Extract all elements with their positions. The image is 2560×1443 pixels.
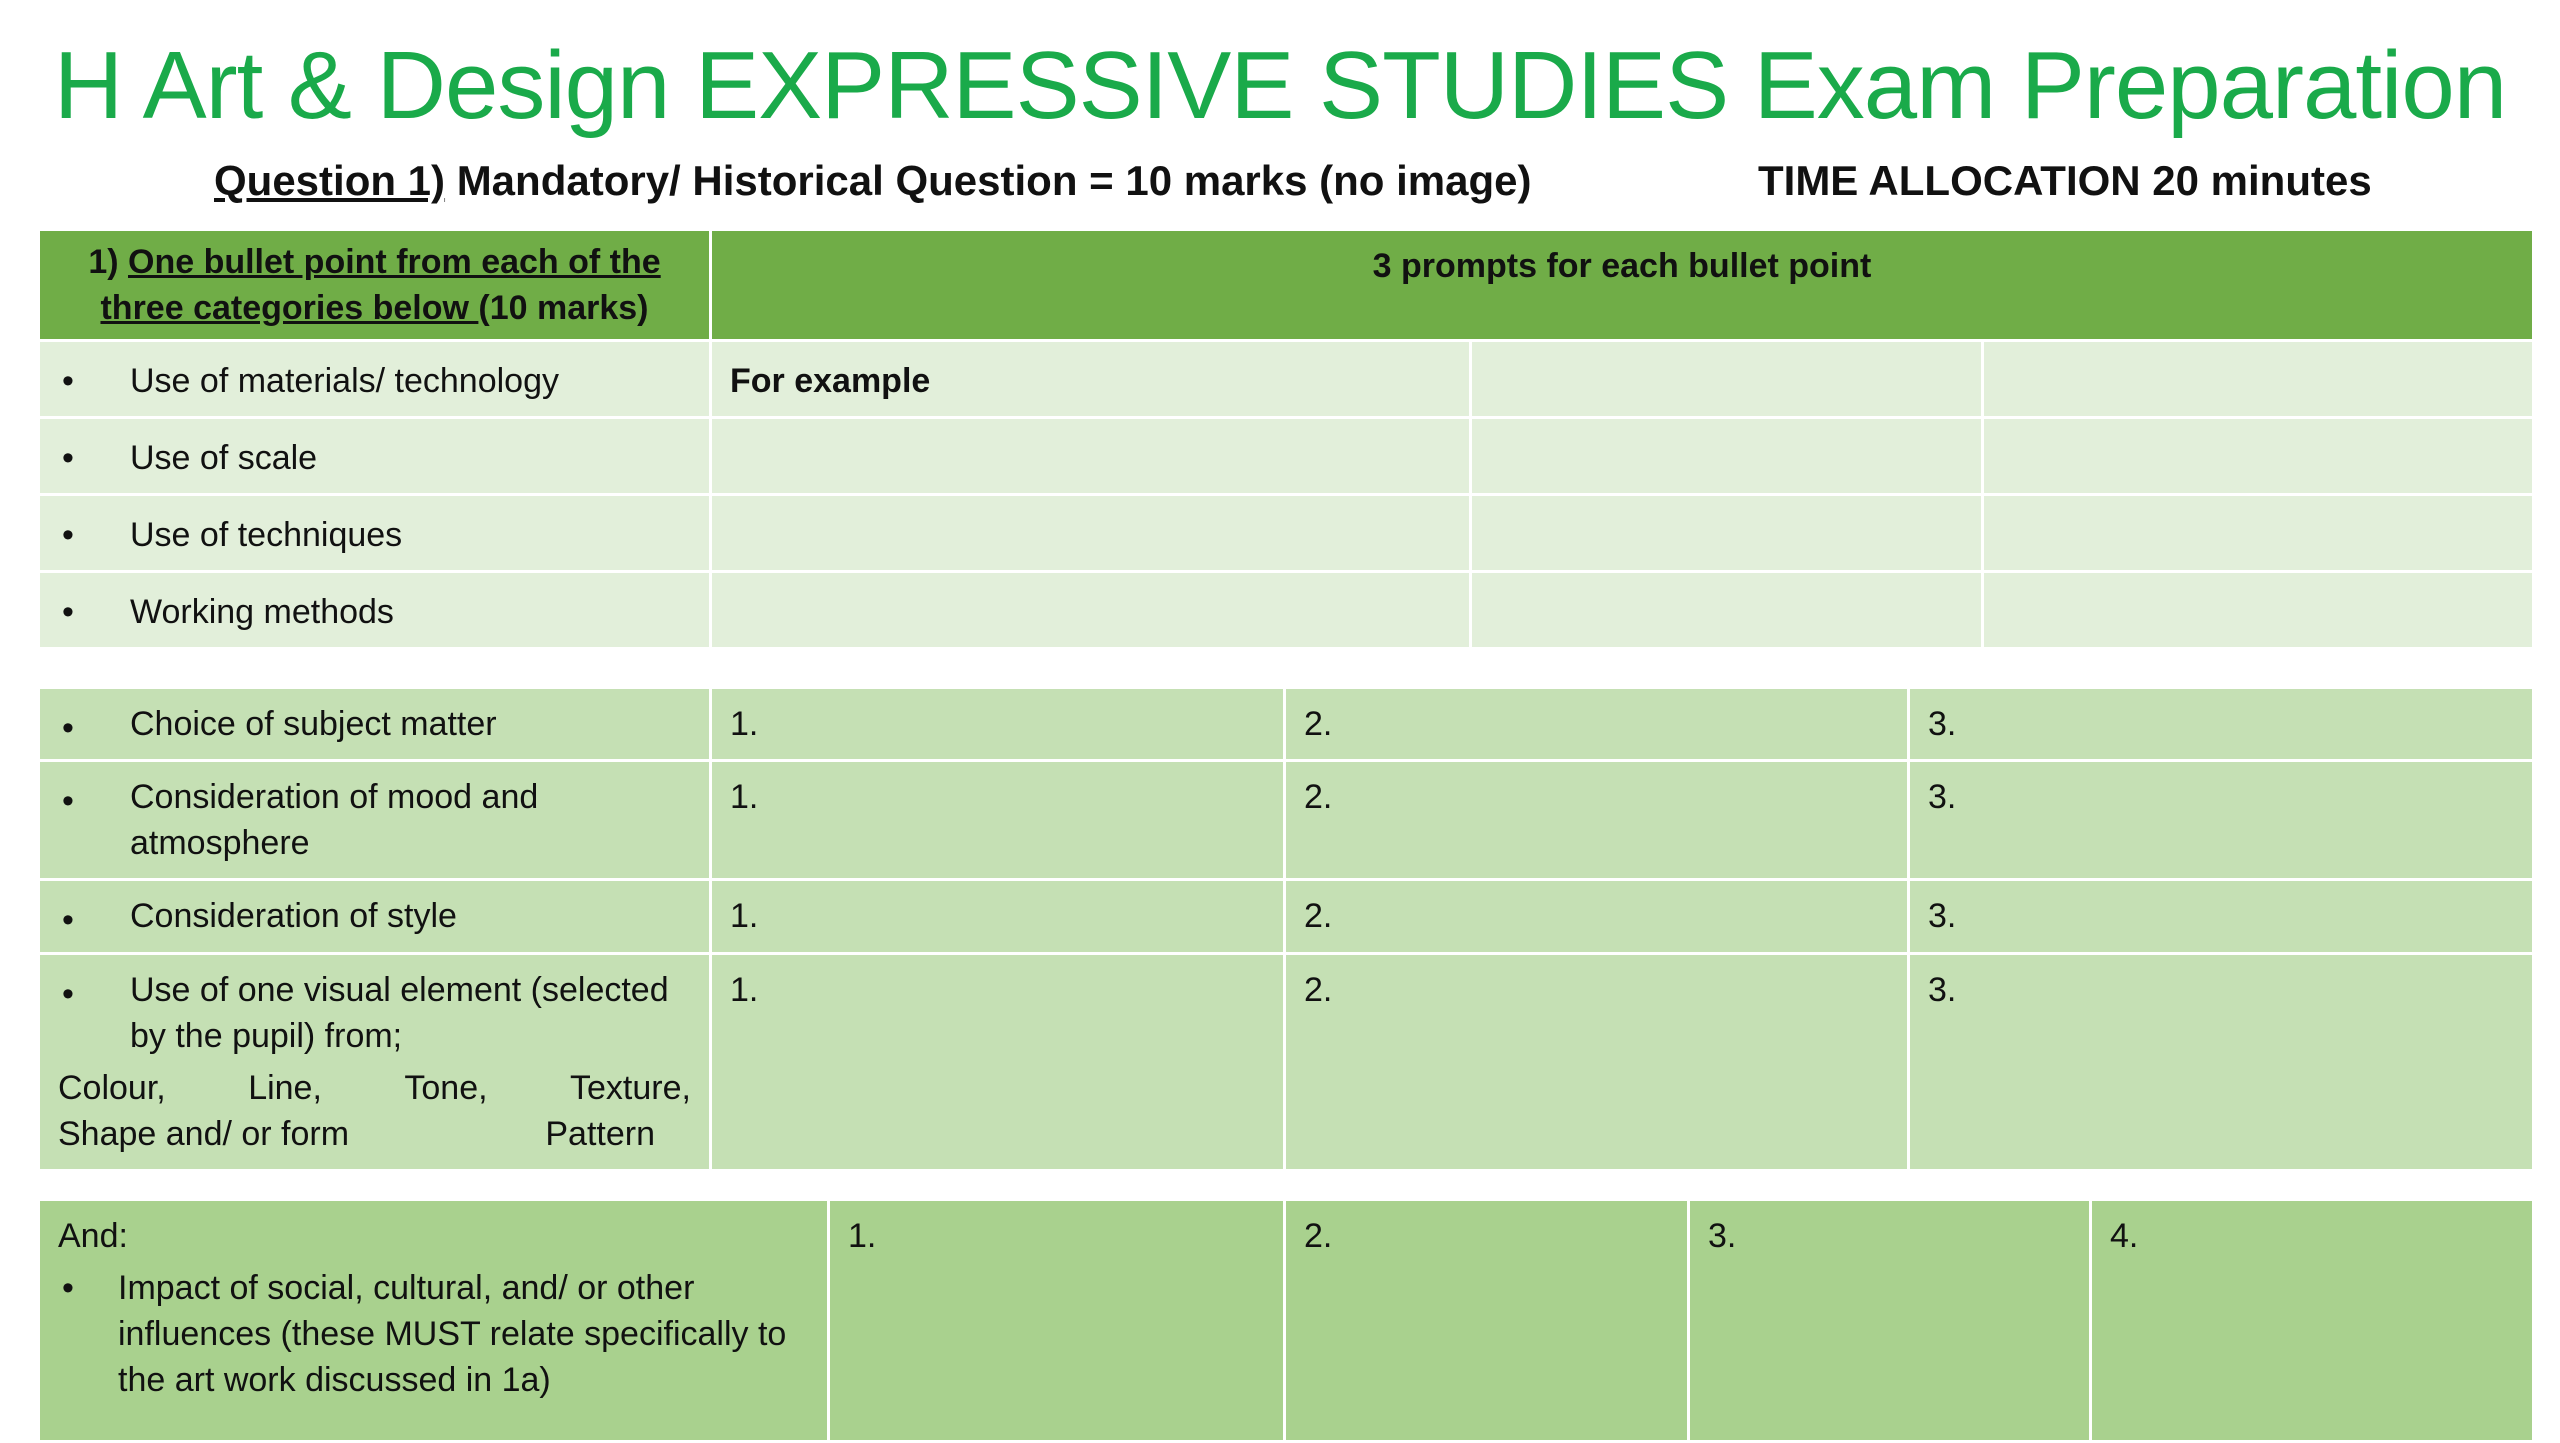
element-tone: Tone,	[404, 1069, 488, 1107]
answer-cell[interactable]	[1471, 495, 1983, 572]
prompt-cell-3[interactable]: 3.	[1909, 880, 2534, 954]
answer-cell[interactable]	[711, 495, 1471, 572]
element-line: Line,	[248, 1069, 322, 1107]
element-shape-form: Shape and/ or form	[58, 1115, 350, 1153]
influence-cell-4[interactable]: 4.	[2091, 1200, 2534, 1442]
influence-cell-1[interactable]: 1.	[829, 1200, 1285, 1442]
and-label: And:	[58, 1217, 128, 1255]
prompt-cell-2[interactable]: 2.	[1285, 761, 1909, 880]
prompt-cell-2[interactable]: 2.	[1285, 954, 1909, 1171]
answer-cell[interactable]	[1983, 495, 2534, 572]
answer-cell[interactable]	[1983, 418, 2534, 495]
table-row	[39, 418, 2534, 495]
influences-text: Impact of social, cultural, and/ or other influences (these MUST relate specifically to the art work discussed in 1a)	[118, 1269, 787, 1399]
answer-cell[interactable]	[1983, 572, 2534, 649]
example-label: For example	[730, 362, 931, 400]
prompt-cell-2[interactable]: 2.	[1285, 880, 1909, 954]
prompt-cell-1[interactable]: 1.	[711, 688, 1285, 761]
bullet-icon: •	[62, 975, 74, 1013]
table-row	[39, 1200, 2534, 1442]
table-row	[39, 572, 2534, 649]
bullet-icon: •	[62, 1269, 74, 1307]
category-cell	[39, 418, 711, 495]
category-label: Use of materials/ technology	[130, 362, 559, 400]
element-colour: Colour,	[58, 1069, 166, 1107]
categories-table	[37, 228, 2535, 650]
header-instructions: 1) One bullet point from each of the three categories below (10 marks)	[39, 230, 711, 341]
answer-cell[interactable]	[1471, 572, 1983, 649]
category-cell	[39, 341, 711, 418]
influence-cell-2[interactable]: 2.	[1285, 1200, 1689, 1442]
category-cell	[39, 495, 711, 572]
element-texture: Texture,	[570, 1069, 691, 1107]
element-pattern: Pattern	[545, 1115, 655, 1153]
answer-cell[interactable]	[1983, 341, 2534, 418]
bullet-icon: •	[62, 362, 74, 400]
category-label: Consideration of style	[130, 897, 457, 935]
bullet-icon: •	[62, 593, 74, 631]
prompt-cell-2[interactable]: 2.	[1285, 688, 1909, 761]
table-row	[39, 761, 2534, 880]
answer-cell[interactable]	[711, 572, 1471, 649]
bullet-icon: •	[62, 709, 74, 747]
table-row	[39, 880, 2534, 954]
category-cell	[39, 688, 711, 761]
influence-cell-3[interactable]: 3.	[1689, 1200, 2091, 1442]
visual-elements-list	[58, 1065, 691, 1157]
prompt-cell-1[interactable]: 1.	[711, 954, 1285, 1171]
influences-table	[37, 1198, 2535, 1443]
prompt-cell-3[interactable]: 3.	[1909, 761, 2534, 880]
answer-cell[interactable]	[711, 418, 1471, 495]
prompt-cell-3[interactable]: 3.	[1909, 688, 2534, 761]
header-prompts: 3 prompts for each bullet point	[711, 230, 2534, 341]
category-cell	[39, 572, 711, 649]
bullet-icon: •	[62, 901, 74, 939]
category-label: Use of techniques	[130, 516, 403, 554]
bullet-icon: •	[62, 439, 74, 477]
prompt-cell-3[interactable]: 3.	[1909, 954, 2534, 1171]
answer-cell[interactable]	[1471, 341, 1983, 418]
category-label: Use of scale	[130, 439, 318, 477]
answer-cell[interactable]	[1471, 418, 1983, 495]
category-cell	[39, 761, 711, 880]
question-heading	[214, 157, 1532, 204]
category-label: Choice of subject matter	[130, 705, 497, 743]
bullet-icon: •	[62, 782, 74, 820]
bullet-icon: •	[62, 516, 74, 554]
page-title: H Art & Design EXPRESSIVE STUDIES Exam Preparation	[53, 32, 2507, 139]
category-cell	[39, 880, 711, 954]
question-label: Question 1)	[214, 157, 446, 204]
time-allocation: TIME ALLOCATION 20 minutes	[1758, 157, 2372, 204]
category-label: Use of one visual element (selected by the pupil) from;	[130, 971, 669, 1055]
table-header-row	[39, 230, 2534, 341]
category-label: Working methods	[130, 593, 394, 631]
table-row	[39, 495, 2534, 572]
question-text: Mandatory/ Historical Question = 10 marks (no image)	[445, 157, 1532, 204]
table-row	[39, 341, 2534, 418]
prompt-cell-1[interactable]: 1.	[711, 761, 1285, 880]
example-cell[interactable]	[711, 341, 1471, 418]
table-row	[39, 954, 2534, 1171]
header-underlined-text: One bullet point from each of the three categories below	[100, 243, 661, 327]
table-row	[39, 688, 2534, 761]
influences-cell	[39, 1200, 829, 1442]
prompt-cell-1[interactable]: 1.	[711, 880, 1285, 954]
category-cell	[39, 954, 711, 1171]
prompts-table	[37, 686, 2535, 1172]
category-label: Consideration of mood and atmosphere	[130, 778, 539, 862]
